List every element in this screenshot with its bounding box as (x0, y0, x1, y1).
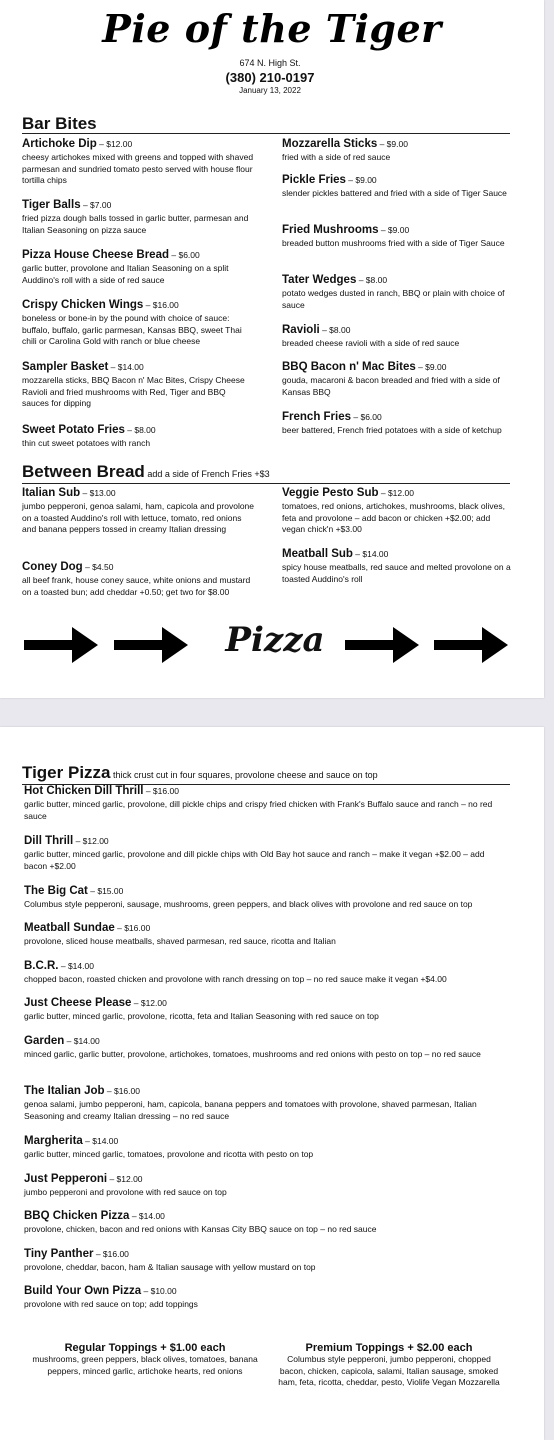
item-description: potato wedges dusted in ranch, BBQ or plain with choice of sauce (282, 288, 505, 310)
item-description: boneless or bone-in by the pound with choice of sauce: buffalo, buffalo, garlic parmesan, Kansas BBQ, sweet Thai chili or Carolina Gold with ranch or blue cheese (22, 313, 242, 346)
item-name: Garden (24, 1035, 65, 1047)
item-name: Pizza House Cheese Bread (22, 249, 170, 261)
item-description: slender pickles battered and fried with a side of Tiger Sauce (282, 188, 507, 198)
item-description: jumbo pepperoni and provolone with red sauce on top (24, 1187, 227, 1197)
item-description: cheesy artichokes mixed with greens and topped with shaved parmesan and sundried tomato pesto served with house flour tortilla chips (22, 152, 254, 185)
menu-item (24, 784, 502, 822)
section-title-text: Between Bread (22, 462, 145, 481)
menu-item (22, 298, 254, 348)
item-name: Meatball Sundae (24, 922, 115, 934)
item-price: – $6.00 (351, 412, 382, 422)
menu-item (282, 323, 514, 350)
item-price: – $9.00 (415, 362, 447, 372)
item-name: B.C.R. (24, 960, 59, 972)
menu-item (24, 1034, 502, 1061)
menu-item (24, 996, 502, 1023)
item-name: Crispy Chicken Wings (22, 299, 144, 311)
menu-item (282, 273, 514, 311)
item-name: Hot Chicken Dill Thrill (24, 785, 144, 797)
item-price: – $14.00 (352, 549, 389, 559)
section-title-tiger-pizza (22, 764, 510, 785)
item-name: Ravioli (282, 324, 320, 336)
item-name: Tiny Panther (24, 1248, 94, 1260)
menu-item (282, 410, 514, 437)
item-name: BBQ Bacon n' Mac Bites (282, 361, 416, 373)
item-name: Mozzarella Sticks (282, 138, 378, 150)
section-title-text: Tiger Pizza (22, 763, 111, 782)
menu-item (22, 423, 254, 450)
section-title-text: Bar Bites (22, 114, 97, 133)
menu-date: January 13, 2022 (239, 86, 301, 95)
restaurant-logo: Pie of the Tiger (102, 6, 442, 51)
item-name: Artichoke Dip (22, 138, 97, 150)
item-name: French Fries (282, 411, 352, 423)
premium-toppings-title: Premium Toppings + $2.00 each (305, 1342, 473, 1354)
menu-item (22, 486, 254, 536)
item-description: thin cut sweet potatoes with ranch (22, 438, 151, 448)
menu-item (24, 959, 502, 986)
item-name: Just Cheese Please (24, 997, 132, 1009)
menu-item (24, 921, 502, 948)
item-price: – $8.00 (124, 425, 156, 435)
item-description: minced garlic, garlic butter, provolone, artichokes, tomatoes, mushrooms and red onions with pesto on top – no red sauce (24, 1049, 481, 1059)
menu-item (24, 1172, 502, 1199)
menu-item (24, 1209, 502, 1236)
item-price: – $9.00 (345, 175, 377, 185)
item-price: – $9.00 (377, 139, 408, 149)
menu-item (22, 137, 254, 187)
item-price: – $14.00 (64, 1036, 100, 1046)
menu-item (282, 223, 514, 250)
premium-toppings (274, 1342, 504, 1389)
item-price: – $16.00 (114, 923, 151, 933)
item-name: Margherita (24, 1135, 83, 1147)
item-name: Build Your Own Pizza (24, 1285, 142, 1297)
item-name: Veggie Pesto Sub (282, 487, 379, 499)
menu-page-1 (0, 0, 544, 698)
menu-item (24, 884, 502, 911)
item-price: – $6.00 (169, 250, 200, 260)
item-name: Dill Thrill (24, 835, 74, 847)
regular-toppings-title: Regular Toppings + $1.00 each (64, 1342, 226, 1354)
item-description: breaded cheese ravioli with a side of red sauce (282, 338, 460, 348)
item-price: – $4.50 (82, 562, 114, 572)
item-name: Coney Dog (22, 561, 83, 573)
menu-item (24, 1084, 502, 1122)
item-description: tomatoes, red onions, artichokes, mushrooms, black olives, feta and provolone – add bacon or chicken +$2.00; add vegan chick'n +$3.00 (282, 501, 505, 534)
item-price: – $12.00 (107, 1174, 143, 1184)
menu-item (282, 173, 514, 200)
item-price: – $16.00 (143, 300, 179, 310)
menu-item (24, 834, 502, 872)
section-note: add a side of French Fries +$3 (144, 469, 270, 479)
item-price: – $12.00 (96, 139, 133, 149)
item-description: provolone, sliced house meatballs, shaved parmesan, red sauce, ricotta and Italian (24, 936, 336, 946)
item-name: Sampler Basket (22, 361, 109, 373)
item-description: mozzarella sticks, BBQ Bacon n' Mac Bites, Crispy Cheese Ravioli and fried mushrooms with Red, Tiger and BBQ sauces for dipping (22, 375, 245, 408)
item-price: – $7.00 (80, 200, 112, 210)
section-title-bar-bites (22, 115, 510, 134)
item-description: garlic butter, minced garlic, provolone and dill pickle chips with Old Bay hot sauce and ranch – make it vegan +$2.00 – add bacon +$2.00 (24, 849, 485, 871)
item-price: – $14.00 (58, 961, 94, 971)
menu-item (22, 248, 254, 286)
phone-number: (380) 210-0197 (225, 70, 315, 85)
item-price: – $14.00 (129, 1211, 165, 1221)
menu-item (22, 560, 254, 598)
item-description: gouda, macaroni & bacon breaded and fried with a side of Kansas BBQ (282, 375, 500, 397)
item-description: all beef frank, house coney sauce, white onions and mustard on a toasted bun; add cheddar +0.50; get two for $8.00 (22, 575, 251, 597)
item-name: The Italian Job (24, 1085, 105, 1097)
menu-item (282, 360, 514, 398)
item-description: provolone with red sauce on top; add toppings (24, 1299, 198, 1309)
menu-item (22, 198, 254, 236)
item-price: – $12.00 (131, 998, 167, 1008)
item-price: – $10.00 (141, 1286, 177, 1296)
section-note: thick crust cut in four squares, provolone cheese and sauce on top (110, 770, 378, 780)
item-description: garlic butter, minced garlic, provolone, ricotta, feta and Italian Seasoning with red sauce on top (24, 1011, 379, 1021)
item-description: breaded button mushrooms fried with a side of Tiger Sauce (282, 238, 505, 248)
item-price: – $14.00 (82, 1136, 119, 1146)
menu-page-2 (0, 727, 544, 1440)
item-name: Meatball Sub (282, 548, 353, 560)
item-description: provolone, chicken, bacon and red onions with Kansas City BBQ sauce on top – no red sauce (24, 1224, 377, 1234)
menu-item (282, 547, 514, 585)
item-price: – $14.00 (108, 362, 144, 372)
item-price: – $8.00 (319, 325, 351, 335)
arrow-right-icon (434, 625, 508, 665)
arrow-right-icon (345, 625, 419, 665)
item-name: Fried Mushrooms (282, 224, 379, 236)
item-description: garlic butter, minced garlic, tomatoes, provolone and ricotta with pesto on top (24, 1149, 314, 1159)
item-price: – $12.00 (73, 836, 109, 846)
item-price: – $8.00 (356, 275, 388, 285)
menu-item (22, 360, 254, 410)
item-price: – $12.00 (378, 488, 414, 498)
item-name: Just Pepperoni (24, 1173, 108, 1185)
regular-toppings-list: mushrooms, green peppers, black olives, tomatoes, banana peppers, minced garlic, artichoke hearts, red onions (32, 1354, 258, 1376)
item-price: – $16.00 (104, 1086, 140, 1096)
item-description: fried pizza dough balls tossed in garlic butter, parmesan and Italian Seasoning on pizza sauce (22, 213, 249, 235)
item-name: Tiger Balls (22, 199, 81, 211)
item-name: BBQ Chicken Pizza (24, 1210, 130, 1222)
item-name: Sweet Potato Fries (22, 424, 125, 436)
item-description: jumbo pepperoni, genoa salami, ham, capicola and provolone on a toasted Auddino's roll with lettuce, tomato, red onions and banana peppers tossed in creamy Italian dressing (22, 501, 255, 534)
item-description: beer battered, French fried potatoes with a side of ketchup (282, 425, 502, 435)
item-description: garlic butter, provolone and Italian Seasoning on a split Auddino's roll with a side of red sauce (22, 263, 229, 285)
item-description: fried with a side of red sauce (282, 152, 391, 162)
item-name: Italian Sub (22, 487, 81, 499)
item-price: – $16.00 (93, 1249, 129, 1259)
address: 674 N. High St. (239, 58, 301, 68)
arrow-right-icon (24, 625, 98, 665)
arrow-right-icon (114, 625, 188, 665)
item-description: provolone, cheddar, bacon, ham & Italian sausage with yellow mustard on top (24, 1262, 316, 1272)
item-price: – $13.00 (80, 488, 116, 498)
item-description: Columbus style pepperoni, sausage, mushrooms, green peppers, and black olives with provolone and red sauce on top (24, 899, 473, 909)
item-price: – $9.00 (378, 225, 410, 235)
item-description: chopped bacon, roasted chicken and provolone with ranch dressing on top – no red sauce make it vegan +$4.00 (24, 974, 447, 984)
item-name: The Big Cat (24, 885, 88, 897)
item-name: Tater Wedges (282, 274, 357, 286)
item-description: garlic butter, minced garlic, provolone, dill pickle chips and crispy fried chicken with Frank's Buffalo sauce and ranch – no red sauce (24, 799, 493, 821)
menu-item (24, 1134, 502, 1161)
section-title-between-bread (22, 463, 510, 484)
menu-item (24, 1284, 502, 1311)
regular-toppings (30, 1342, 260, 1377)
item-price: – $15.00 (87, 886, 124, 896)
menu-item (24, 1247, 502, 1274)
menu-item (282, 486, 514, 536)
item-description: spicy house meatballs, red sauce and melted provolone on a toasted Auddino's roll (282, 562, 511, 584)
pizza-divider-title: Pizza (225, 620, 325, 660)
item-price: – $16.00 (143, 786, 179, 796)
item-name: Pickle Fries (282, 174, 346, 186)
menu-item (282, 137, 514, 164)
premium-toppings-list: Columbus style pepperoni, jumbo pepperoni, chopped bacon, chicken, capicola, salami, Italian sausage, smoked ham, feta, ricotta, cheddar, pesto, Violife Vegan Mozzarella (278, 1354, 500, 1387)
item-description: genoa salami, jumbo pepperoni, ham, capicola, banana peppers and tomatoes with provolone, shaved parmesan, Italian Seasoning and creamy Italian dressing – no red sauce (24, 1099, 477, 1121)
